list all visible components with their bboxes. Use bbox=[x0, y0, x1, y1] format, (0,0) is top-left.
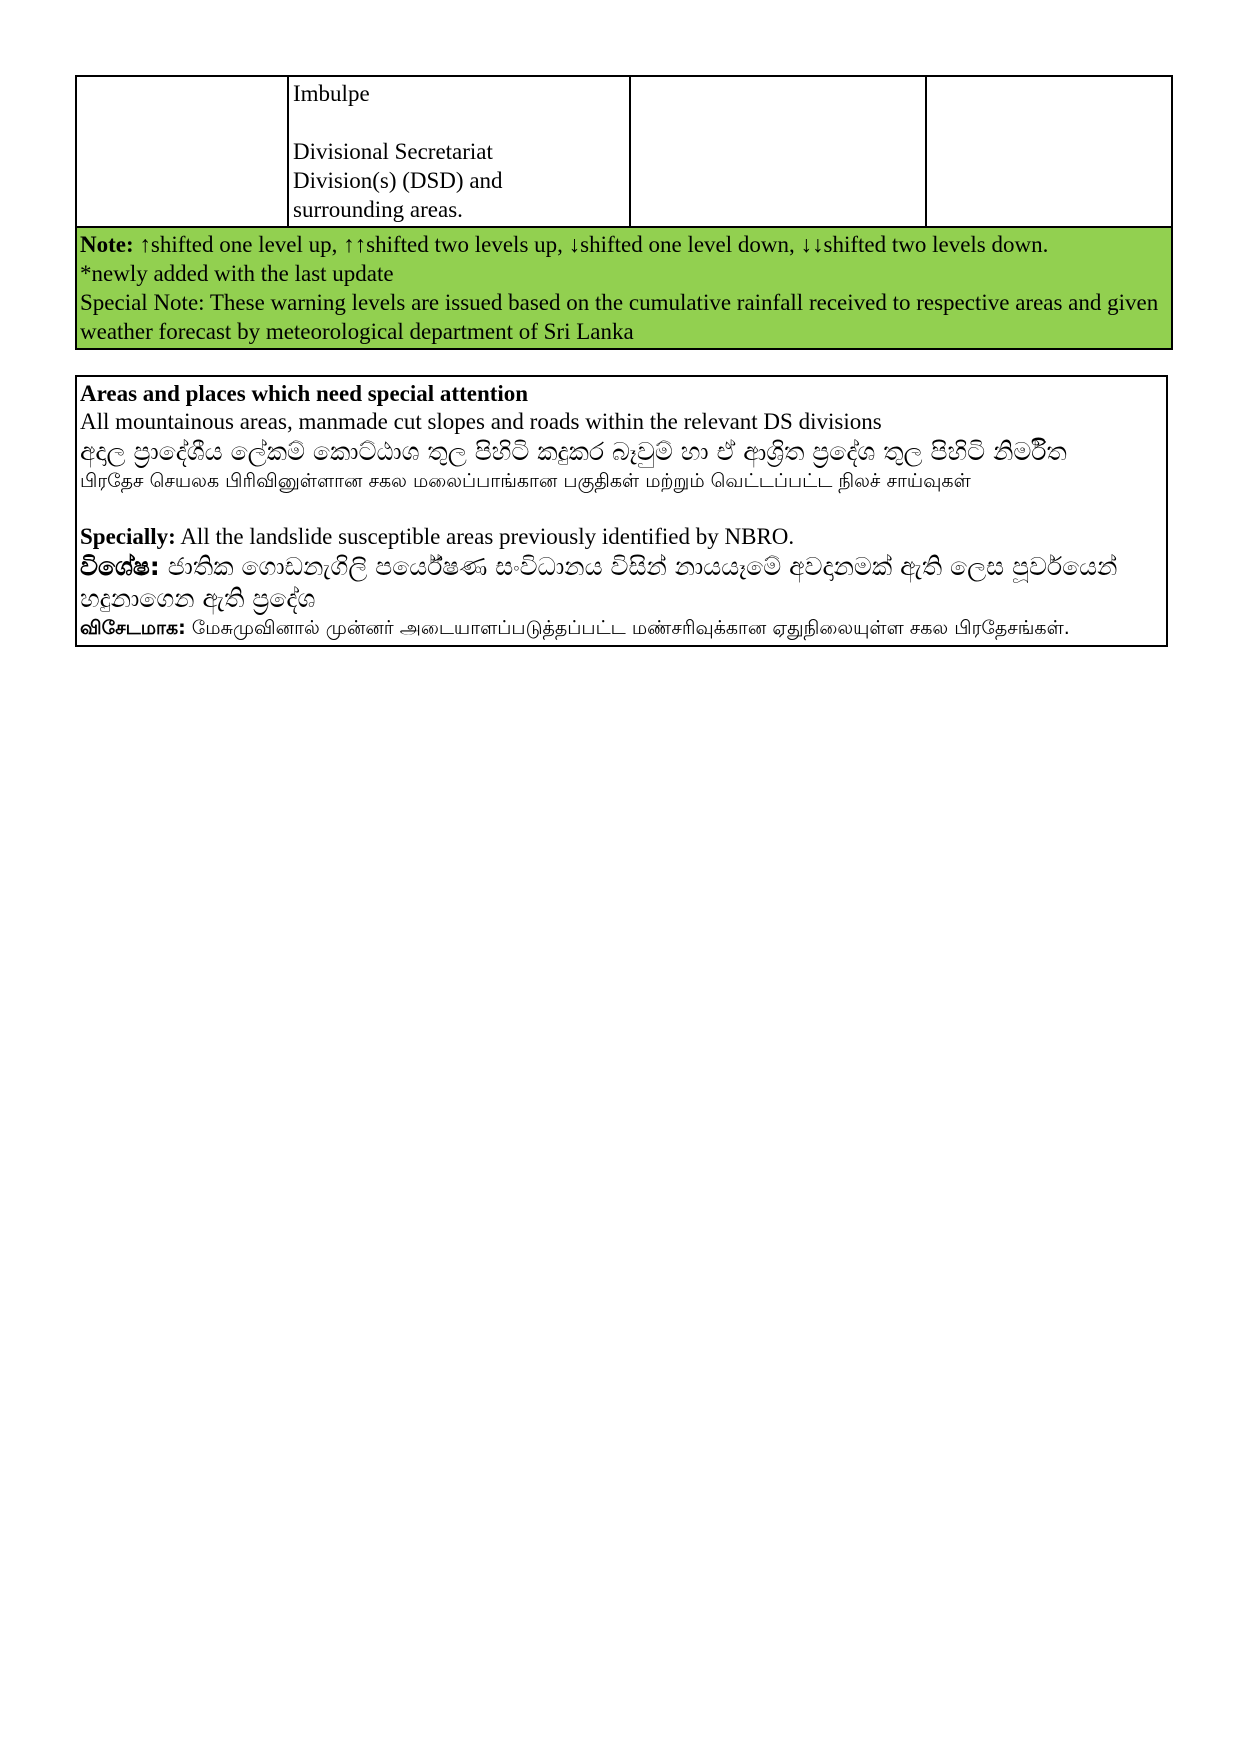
note-text: ↑shifted one level up, ↑↑shifted two levels up, ↓shifted one level down, ↓↓shifted two levels down. bbox=[133, 232, 1049, 257]
specially-text-ta: மேசுமுவினால் முன்னர் அடையாளப்படுத்தப்பட்ட மண்சரிவுக்கான ஏதுநிலையுள்ள சகல பிரதேசங்கள். bbox=[185, 617, 1070, 639]
attention-line-en: All mountainous areas, manmade cut slopes and roads within the relevant DS divisions bbox=[80, 409, 882, 434]
warning-table bbox=[75, 75, 1173, 350]
special-attention-box bbox=[75, 375, 1168, 647]
area-name: Imbulpe bbox=[293, 81, 370, 106]
attention-line-si: අදාල ප්‍රාදේශීය ලේකම් කොට්ඨාශ තුල පිහිටි කදුකර බෑවුම් හා ඒ ආශ්‍රිත ප්‍රදේශ තුල පිහිටි නිර්මිත bbox=[80, 437, 1067, 466]
spacer bbox=[80, 495, 1166, 523]
note-label: Note: bbox=[80, 232, 134, 257]
level-cell bbox=[630, 76, 926, 227]
area-cell bbox=[288, 76, 630, 227]
specially-label-si: විශේෂ: bbox=[80, 552, 160, 581]
specially-si bbox=[80, 551, 1166, 615]
district-cell bbox=[76, 76, 288, 227]
attention-line-ta: பிரதேச செயலக பிரிவினுள்ளான சகல மலைப்பாங்கான பகுதிகள் மற்றும் வெட்டப்பட்ட நிலச் சாய்வுகள் bbox=[80, 470, 971, 492]
attention-heading-text: Areas and places which need special attention bbox=[80, 381, 529, 406]
specially-ta bbox=[80, 615, 1166, 642]
area-desc-line-1: Divisional Secretariat bbox=[293, 139, 493, 164]
area-desc-line-3: surrounding areas. bbox=[293, 197, 463, 222]
area-desc-line-2: Division(s) (DSD) and bbox=[293, 168, 503, 193]
remarks-cell bbox=[926, 76, 1172, 227]
note-line bbox=[80, 230, 1168, 259]
specially-text-si: ජාතික ගොඩනැගිලි පර්යේෂණ සංවිධානය විසින් නායයෑමේ අවදානමක් ඇති ලෙස පූර්වයෙන් හදුනාගෙන ඇති ප්‍රදේශ bbox=[80, 552, 1118, 613]
specially-en bbox=[80, 523, 1166, 551]
attention-heading bbox=[80, 380, 1166, 408]
newly-added-note: *newly added with the last update bbox=[80, 261, 394, 286]
specially-label-en: Specially: bbox=[80, 524, 176, 549]
specially-label-ta: விசேடமாக: bbox=[80, 617, 186, 639]
note-row bbox=[76, 227, 1172, 349]
special-note: Special Note: These warning levels are issued based on the cumulative rainfall received to respective areas and given weather forecast by meteorological department of Sri Lanka bbox=[80, 290, 1159, 344]
note-cell bbox=[76, 227, 1172, 349]
specially-text-en: All the landslide susceptible areas previously identified by NBRO. bbox=[175, 524, 795, 549]
spacer bbox=[293, 108, 625, 137]
table-row bbox=[76, 76, 1172, 227]
